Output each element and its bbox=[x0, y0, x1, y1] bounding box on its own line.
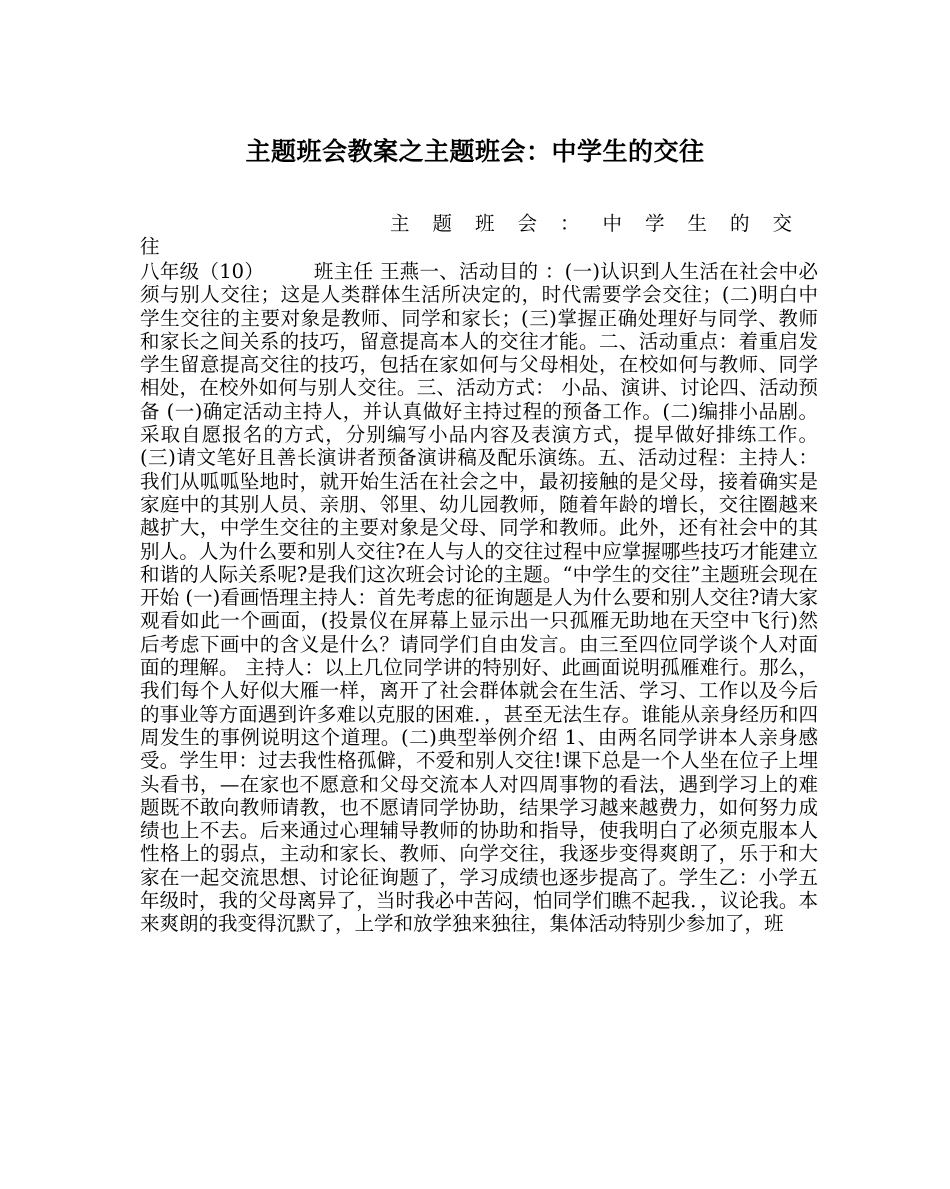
subtitle-tail: 往 bbox=[140, 235, 160, 258]
document-title: 主题班会教案之主题班会：中学生的交往 bbox=[245, 137, 705, 166]
document-subtitle bbox=[140, 212, 816, 258]
document-body: 八年级（10） 班主任 王燕一、活动目的 ：(一)认识到人生活在社会中必须与别人交往；这是人类群体生活所决定的，时代需要学会交往；(二)明白中学生交往的主要对象是教师、同学和家长；(三)掌握正确处理好与同学、教师和家长之间关系的技巧，留意提高本人的交往才能。二、活动重点：着重启发学生留意提高交往的技巧，包括在家如何与父母相处，在校如何与教师、同学相处，在校外如何与别人交往。三、活动方式： 小品、演讲、讨论四、活动预备 (一)确定活动主持人，并认真做好主持过程的预备工作。(二)编排小品剧。采取自愿报名的方式，分别编写小品内容及表演方式，提早做好排练工作。(三)请文笔好且善长演讲者预备演讲稿及配乐演练。五、活动过程：主持人：我们从呱呱坠地时，就开始生活在社会之中，最初接触的是父母，接着确实是家庭中的其别人员、亲朋、邻里、幼儿园教师，随着年龄的增长，交往圈越来越扩大，中学生交往的主要对象是父母、同学和教师。此外，还有社会中的其别人。人为什么要和别人交往?在人与人的交往过程中应掌握哪些技巧才能建立和谐的人际关系呢?是我们这次班会讨论的主题。“中学生的交往”主题班会现在开始 (一)看画悟理主持人：首先考虑的征询题是人为什么要和别人交往?请大家观看如此一个画面，(投景仪在屏幕上显示出一只孤雁无助地在天空中飞行)然后考虑下画中的含义是什么？请同学们自由发言。由三至四位同学谈个人对面面的理解。 主持人：以上几位同学讲的特别好、此画面说明孤雁难行。那么，我们每个人好似大雁一样，离开了社会群体就会在生活、学习、工作以及今后的事业等方面遇到许多难以克服的困难．，甚至无法生存。谁能从亲身经历和四周发生的事例说明这个道理。(二)典型举例介绍 1、由两名同学讲本人亲身感受。学生甲：过去我性格孤僻，不爱和别人交往!课下总是一个人坐在位子上埋头看书，—在家也不愿意和父母交流本人对四周事物的看法，遇到学习上的难题既不敢向教师请教，也不愿请同学协助，结果学习越来越费力，如何努力成绩也上不去。后来通过心理辅导教师的协助和指导，使我明白了必须克服本人性格上的弱点，主动和家长、教师、向学交往，我逐步变得爽朗了，乐于和大家在一起交流思想、讨论征询题了，学习成绩也逐步提高了。学生乙：小学五年级时，我的父母离异了，当时我必中苦闷，怕同学们瞧不起我．，议论我。本来爽朗的我变得沉默了，上学和放学独来独往，集体活动特别少参加了，班 bbox=[140, 260, 818, 936]
subtitle-main: 主题班会：中学生的交 bbox=[390, 212, 816, 235]
